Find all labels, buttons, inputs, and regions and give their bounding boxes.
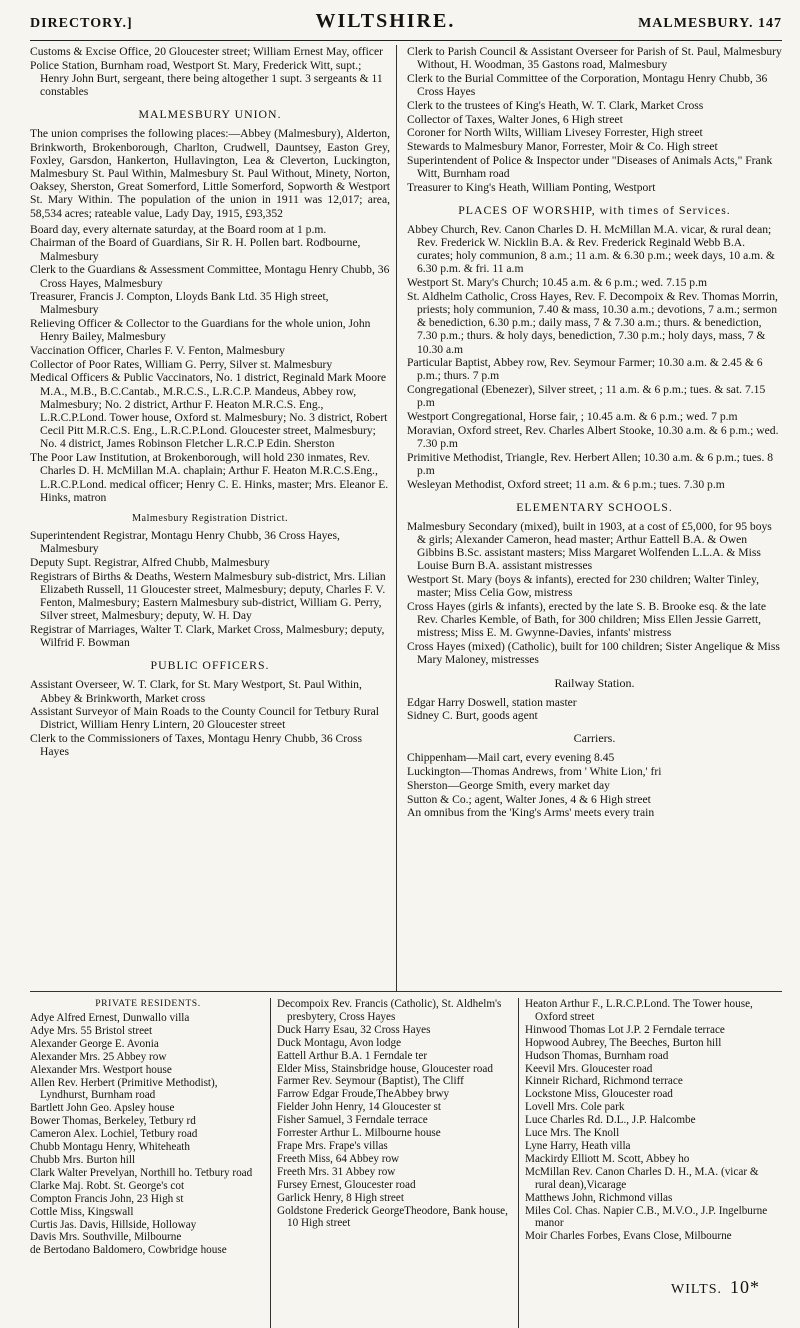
private-residents-col-2 <box>270 998 518 1328</box>
entry: Moravian, Oxford street, Rev. Charles Albert Stooke, 10.30 a.m. & 6 p.m.; wed. 7.30 p.m <box>407 423 779 450</box>
resident-entry: Chubb Montagu Henry, Whiteheath <box>30 1141 191 1154</box>
entry: Cross Hayes (mixed) (Catholic), built for 100 children; Sister Angelique & Miss Mary Maloney, mistresses <box>407 640 780 667</box>
entry: Customs & Excise Office, 20 Gloucester street; William Ernest May, officer <box>30 45 383 58</box>
officers-entries <box>30 678 390 758</box>
resident-entry: Forrester Arthur L. Milbourne house <box>277 1127 441 1140</box>
footer-label: WILTS. <box>671 1282 722 1297</box>
footer-sheet-number: 10* <box>730 1277 760 1297</box>
resident-entry: Cameron Alex. Lochiel, Tetbury road <box>30 1128 198 1141</box>
entry: Treasurer, Francis J. Compton, Lloyds Bank Ltd. 35 High street, Malmesbury <box>30 290 329 317</box>
resident-entry: Alexander Mrs. Westport house <box>30 1063 172 1076</box>
resident-entry: Duck Harry Esau, 32 Cross Hayes <box>277 1023 431 1036</box>
resident-entry: Freeth Miss, 64 Abbey row <box>277 1152 400 1165</box>
resident-entry: Freeth Mrs. 31 Abbey row <box>277 1165 396 1178</box>
resident-entry: Elder Miss, Stainsbridge house, Gloucester road <box>277 1062 493 1075</box>
entry: Malmesbury Secondary (mixed), built in 1903, at a cost of £5,000, for 95 boys & girls; Alexander Cameron, head master; Arthur Eattell B.A. & Owen Gibbins B.Sc. assistant masters; Miss Margaret Wolfenden L.L.A. & Miss Louise Burn B.A. assistant mistresses <box>407 519 772 573</box>
entry: Clerk to the Burial Committee of the Corporation, Montagu Henry Chubb, 36 Cross Hayes <box>407 71 768 99</box>
worship-entries <box>407 223 782 491</box>
resident-entry: Chubb Mrs. Burton hill <box>30 1153 136 1166</box>
entry: Congregational (Ebenezer), Silver street, ; 11 a.m. & 6 p.m.; tues. & sat. 7.15 p.m <box>407 383 766 410</box>
upper-columns <box>30 45 782 991</box>
resident-entry: de Bertodano Baldomero, Cowbridge house <box>30 1244 227 1257</box>
resident-entry: Farmer Rev. Seymour (Baptist), The Cliff <box>277 1075 464 1088</box>
resident-entry: Fursey Ernest, Gloucester road <box>277 1178 416 1191</box>
entry: Clerk to the Guardians & Assessment Committee, Montagu Henry Chubb, 36 Cross Hayes, Malmesbury <box>30 263 390 290</box>
entry: Police Station, Burnham road, Westport St. Mary, Frederick Witt, supt.; Henry John Burt, sergeant, there being altogether 1 supt. 3 sergeants & 11 constables <box>30 58 383 99</box>
resident-entry: Clark Walter Prevelyan, Northill ho. Tetbury road <box>30 1166 253 1179</box>
entry: Medical Officers & Public Vaccinators, No. 1 district, Reginald Mark Moore M.A., M.B., B.C.Cantab., M.R.C.S., L.R.C.P. Mandeus, Abbey row, Malmesbury; No. 2 district, Arthur F. Heaton M.R.C.S. Eng., L.R.C.P.Lond. Tower house, Oxford st. Malmesbury; No. 3 district, Robert Cecil Pitt M.R.C.S. Eng., L.R.C.P.Lond. Gloucester street, Malmesbury; No. 4 district, James Robinson Fletcher L.R.C.P Edin. Sherston <box>30 371 388 451</box>
entry: Sutton & Co.; agent, Walter Jones, 4 & 6 High street <box>407 792 651 806</box>
resident-entry: Alexander Mrs. 25 Abbey row <box>30 1050 167 1063</box>
resident-entry: Farrow Edgar Froude,TheAbbey brwy <box>277 1088 450 1101</box>
entry: St. Aldhelm Catholic, Cross Hayes, Rev. F. Decompoix & Rev. Thomas Morrin, priests; holy communion, 7.40 & mass, 10.30 a.m.; devotions, 7 a.m.; sermon & benediction, 6.30 p.m.; daily mass, 7 & 7.30 a.m.; thurs. & benediction, 7.30 p.m.; thurs. & holy days, benediction, 7.30 p.m.; holy days, mass, 7 & 10.30 a.m <box>407 289 778 356</box>
entry: An omnibus from the 'King's Arms' meets every train <box>407 806 655 820</box>
entry: Westport St. Mary (boys & infants), erected for 230 children; Walter Tinley, master; Miss Celia Gow, mistress <box>407 573 759 600</box>
entry: Assistant Overseer, W. T. Clark, for St. Mary Westport, St. Paul Within, Abbey & Brinkworth, Market cross <box>30 678 362 705</box>
entry: Westport St. Mary's Church; 10.45 a.m. & 6 p.m.; wed. 7.15 p.m <box>407 276 707 290</box>
resident-entry: Bartlett John Geo. Apsley house <box>30 1102 175 1115</box>
resident-entry: Hopwood Aubrey, The Beeches, Burton hill <box>525 1036 722 1049</box>
resident-entry: Luce Mrs. The Knoll <box>525 1127 620 1140</box>
resident-entry: Cottle Miss, Kingswall <box>30 1205 134 1218</box>
left-top-entries <box>30 45 390 98</box>
resident-entry: Alexander George E. Avonia <box>30 1037 159 1050</box>
resident-entry: Matthews John, Richmond villas <box>525 1191 673 1204</box>
entry: Sherston—George Smith, every market day <box>407 778 610 792</box>
resident-entry: McMillan Rev. Canon Charles D. H., M.A. (vicar & rural dean),Vicarage <box>525 1165 759 1191</box>
resident-entry: Goldstone Frederick GeorgeTheodore, Bank house, 10 High street <box>277 1204 508 1230</box>
resident-entry: Allen Rev. Herbert (Primitive Methodist), Lyndhurst, Burnham road <box>30 1076 218 1102</box>
header-page-number: MALMESBURY. 147 <box>638 16 782 31</box>
resident-entry: Compton Francis John, 23 High st <box>30 1192 184 1205</box>
union-entries <box>30 223 390 504</box>
entry: Vaccination Officer, Charles F. V. Fenton, Malmesbury <box>30 344 285 358</box>
entry: Assistant Surveyor of Main Roads to the County Council for Tetbury Rural District, William Henry Lintern, 20 Gloucester street <box>30 705 380 732</box>
registration-entries <box>30 529 390 649</box>
resident-entry: Curtis Jas. Davis, Hillside, Holloway <box>30 1218 197 1231</box>
union-title: MALMESBURY UNION. <box>138 107 282 122</box>
resident-entry: Lockstone Miss, Gloucester road <box>525 1088 673 1101</box>
right-column <box>396 45 782 991</box>
resident-entry: Davis Mrs. Southville, Milbourne <box>30 1231 182 1244</box>
left-column <box>30 45 396 991</box>
resident-entry: Garlick Henry, 8 High street <box>277 1191 404 1204</box>
resident-entry: Fisher Samuel, 3 Ferndale terrace <box>277 1114 428 1127</box>
resident-entry: Hinwood Thomas Lot J.P. 2 Ferndale terrace <box>525 1023 725 1036</box>
resident-entry: Moir Charles Forbes, Evans Close, Milbourne <box>525 1230 732 1243</box>
resident-entry: Eattell Arthur B.A. 1 Ferndale ter <box>277 1049 428 1062</box>
header-left: DIRECTORY.] <box>30 16 133 31</box>
resident-entry: Lyne Harry, Heath villa <box>525 1139 631 1152</box>
schools-title: ELEMENTARY SCHOOLS. <box>516 499 673 514</box>
resident-entry: Frape Mrs. Frape's villas <box>277 1139 388 1152</box>
entry: Board day, every alternate saturday, at the Board room at 1 p.m. <box>30 222 327 236</box>
entry: Chippenham—Mail cart, every evening 8.45 <box>407 751 615 765</box>
resident-entry: Keevil Mrs. Gloucester road <box>525 1062 653 1075</box>
entry: Treasurer to King's Heath, William Ponting, Westport <box>407 180 656 194</box>
carriers-entries <box>407 751 782 819</box>
entry: Superintendent Registrar, Montagu Henry Chubb, 36 Cross Hayes, Malmesbury <box>30 529 340 556</box>
entry: Abbey Church, Rev. Canon Charles D. H. McMillan M.A. vicar, & rural dean; Rev. Frederick W. Nicklin B.A. & Rev. Frederick Reginald Webb B.A. curates; holy communion, 8 a.m.; 11 a.m. & 6.30 p.m.; week days, 10 a.m. & 6.30 p.m. & fri. 11 a.m <box>407 222 775 276</box>
entry: Sidney C. Burt, goods agent <box>407 709 538 723</box>
entry: Edgar Harry Doswell, station master <box>407 695 577 709</box>
carriers-title: Carriers. <box>573 731 616 746</box>
resident-entry: Mackirdy Elliott M. Scott, Abbey ho <box>525 1152 690 1165</box>
entry: Wesleyan Methodist, Oxford street; 11 a.m. & 6 p.m.; tues. 7.30 p.m <box>407 477 725 491</box>
private-residents-section <box>30 991 782 1328</box>
resident-entry: Duck Montagu, Avon lodge <box>277 1036 402 1049</box>
residents-list-1 <box>30 1012 266 1257</box>
entry: Primitive Methodist, Triangle, Rev. Herbert Allen; 10.30 a.m. & 6 p.m.; tues. 8 p.m <box>407 450 774 477</box>
entry: The Poor Law Institution, at Brokenborough, will hold 230 inmates, Rev. Charles D. H. McMillan M.A. chaplain; Arthur F. Heaton M.R.C.S.Eng., L.R.C.P.Lond. medical officer; Henry C. E. Hinks, master; Mrs. Eleanor E. Hinks, matron <box>30 451 389 504</box>
railway-title: Railway Station. <box>554 675 635 690</box>
resident-entry: Miles Col. Chas. Napier C.B., M.V.O., J.P. Ingelburne manor <box>525 1204 768 1230</box>
entry: Particular Baptist, Abbey row, Rev. Seymour Farmer; 10.30 a.m. & 2.45 & 6 p.m.; thurs. 7 p.m <box>407 356 763 383</box>
resident-entry: Clarke Maj. Robt. St. George's cot <box>30 1179 185 1192</box>
entry: Registrar of Marriages, Walter T. Clark, Market Cross, Malmesbury; deputy, Wilfrid F. Bowman <box>30 622 385 650</box>
entry: Coroner for North Wilts, William Livesey Forrester, High street <box>407 126 703 140</box>
union-description: The union comprises the following places:—Abbey (Malmesbury), Alderton, Brinkworth, Brokenborough, Charlton, Crudwell, Dauntsey, Easton Grey, Foxley, Garsdon, Hankerton, Hullavington, Lea & Cleverton, Luckington, Malmesbury St. Paul Within, Malmesbury St. Paul Without, Minety, Norton, Oaksey, Sherston, Great Somerford, Little Somerford, Sopworth & Westport St. Mary Within. The population of the union in 1911 was 12,017; area, 58,534 acres; rateable value, Lady Day, 1915, £93,352 <box>30 127 390 220</box>
worship-title: PLACES OF WORSHIP, with times of Services. <box>458 202 731 217</box>
residents-list-2 <box>277 998 514 1230</box>
officers-title: PUBLIC OFFICERS. <box>150 658 270 673</box>
resident-entry: Adye Mrs. 55 Bristol street <box>30 1024 153 1037</box>
page-footer <box>671 1277 760 1298</box>
schools-entries <box>407 520 782 667</box>
railway-entries <box>407 696 782 723</box>
entry: Clerk to the trustees of King's Heath, W. T. Clark, Market Cross <box>407 98 704 112</box>
resident-entry: Lovell Mrs. Cole park <box>525 1101 625 1114</box>
resident-entry: Adye Alfred Ernest, Dunwallo villa <box>30 1012 190 1024</box>
entry: Clerk to Parish Council & Assistant Overseer for Parish of St. Paul, Malmesbury Without, H. Woodman, 35 Gastons road, Malmesbury <box>407 45 782 72</box>
entry: Cross Hayes (girls & infants), erected by the late S. B. Brooke esq. & the late Rev. Charles Kemble, of Bath, for 300 children; Miss Ellen Jessie Garrett, mistress; Miss E. M. Gwynne-Davies, infants' mistress <box>407 600 766 640</box>
right-top-entries <box>407 45 782 194</box>
residents-list-3 <box>525 998 782 1243</box>
entry: Collector of Taxes, Walter Jones, 6 High street <box>407 112 623 126</box>
registration-title: Malmesbury Registration District. <box>132 513 288 524</box>
entry: Westport Congregational, Horse fair, ; 10.45 a.m. & 6 p.m.; wed. 7 p.m <box>407 410 738 424</box>
page-header <box>30 10 782 41</box>
header-title: WILTSHIRE. <box>315 10 456 32</box>
entry: Deputy Supt. Registrar, Alfred Chubb, Malmesbury <box>30 555 270 569</box>
entry: Superintendent of Police & Inspector under "Diseases of Animals Acts," Frank Witt, Burnham road <box>407 153 773 180</box>
entry: Registrars of Births & Deaths, Western Malmesbury sub-district, Mrs. Lilian Elizabeth Russell, 11 Gloucester street, Malmesbury; deputy, Charles F. V. Fenton, Malmesbury; Eastern Malmesbury sub-district, William G. Perry, Silver street, Malmesbury; deputy, W. H. Day <box>30 569 386 623</box>
resident-entry: Heaton Arthur F., L.R.C.P.Lond. The Tower house, Oxford street <box>525 998 753 1023</box>
entry: Relieving Officer & Collector to the Guardians for the whole union, John Henry Bailey, Malmesbury <box>30 317 371 344</box>
resident-entry: Decompoix Rev. Francis (Catholic), St. Aldhelm's presbytery, Cross Hayes <box>277 998 502 1023</box>
entry: Clerk to the Commissioners of Taxes, Montagu Henry Chubb, 36 Cross Hayes <box>30 732 362 759</box>
private-residents-col-1 <box>30 998 270 1328</box>
entry: Chairman of the Board of Guardians, Sir R. H. Pollen bart. Rodbourne, Malmesbury <box>30 236 361 263</box>
resident-entry: Bower Thomas, Berkeley, Tetbury rd <box>30 1115 196 1128</box>
resident-entry: Luce Charles Rd. D.L., J.P. Halcombe <box>525 1114 696 1127</box>
entry: Stewards to Malmesbury Manor, Forrester, Moir & Co. High street <box>407 139 718 153</box>
entry: Collector of Poor Rates, William G. Perry, Silver st. Malmesbury <box>30 357 333 371</box>
resident-entry: Hudson Thomas, Burnham road <box>525 1049 669 1062</box>
resident-entry: Fielder John Henry, 14 Gloucester st <box>277 1101 441 1114</box>
private-residents-title: PRIVATE RESIDENTS. <box>95 998 201 1009</box>
entry: Luckington—Thomas Andrews, from ' White Lion,' fri <box>407 765 662 779</box>
resident-entry: Kinneir Richard, Richmond terrace <box>525 1075 683 1088</box>
